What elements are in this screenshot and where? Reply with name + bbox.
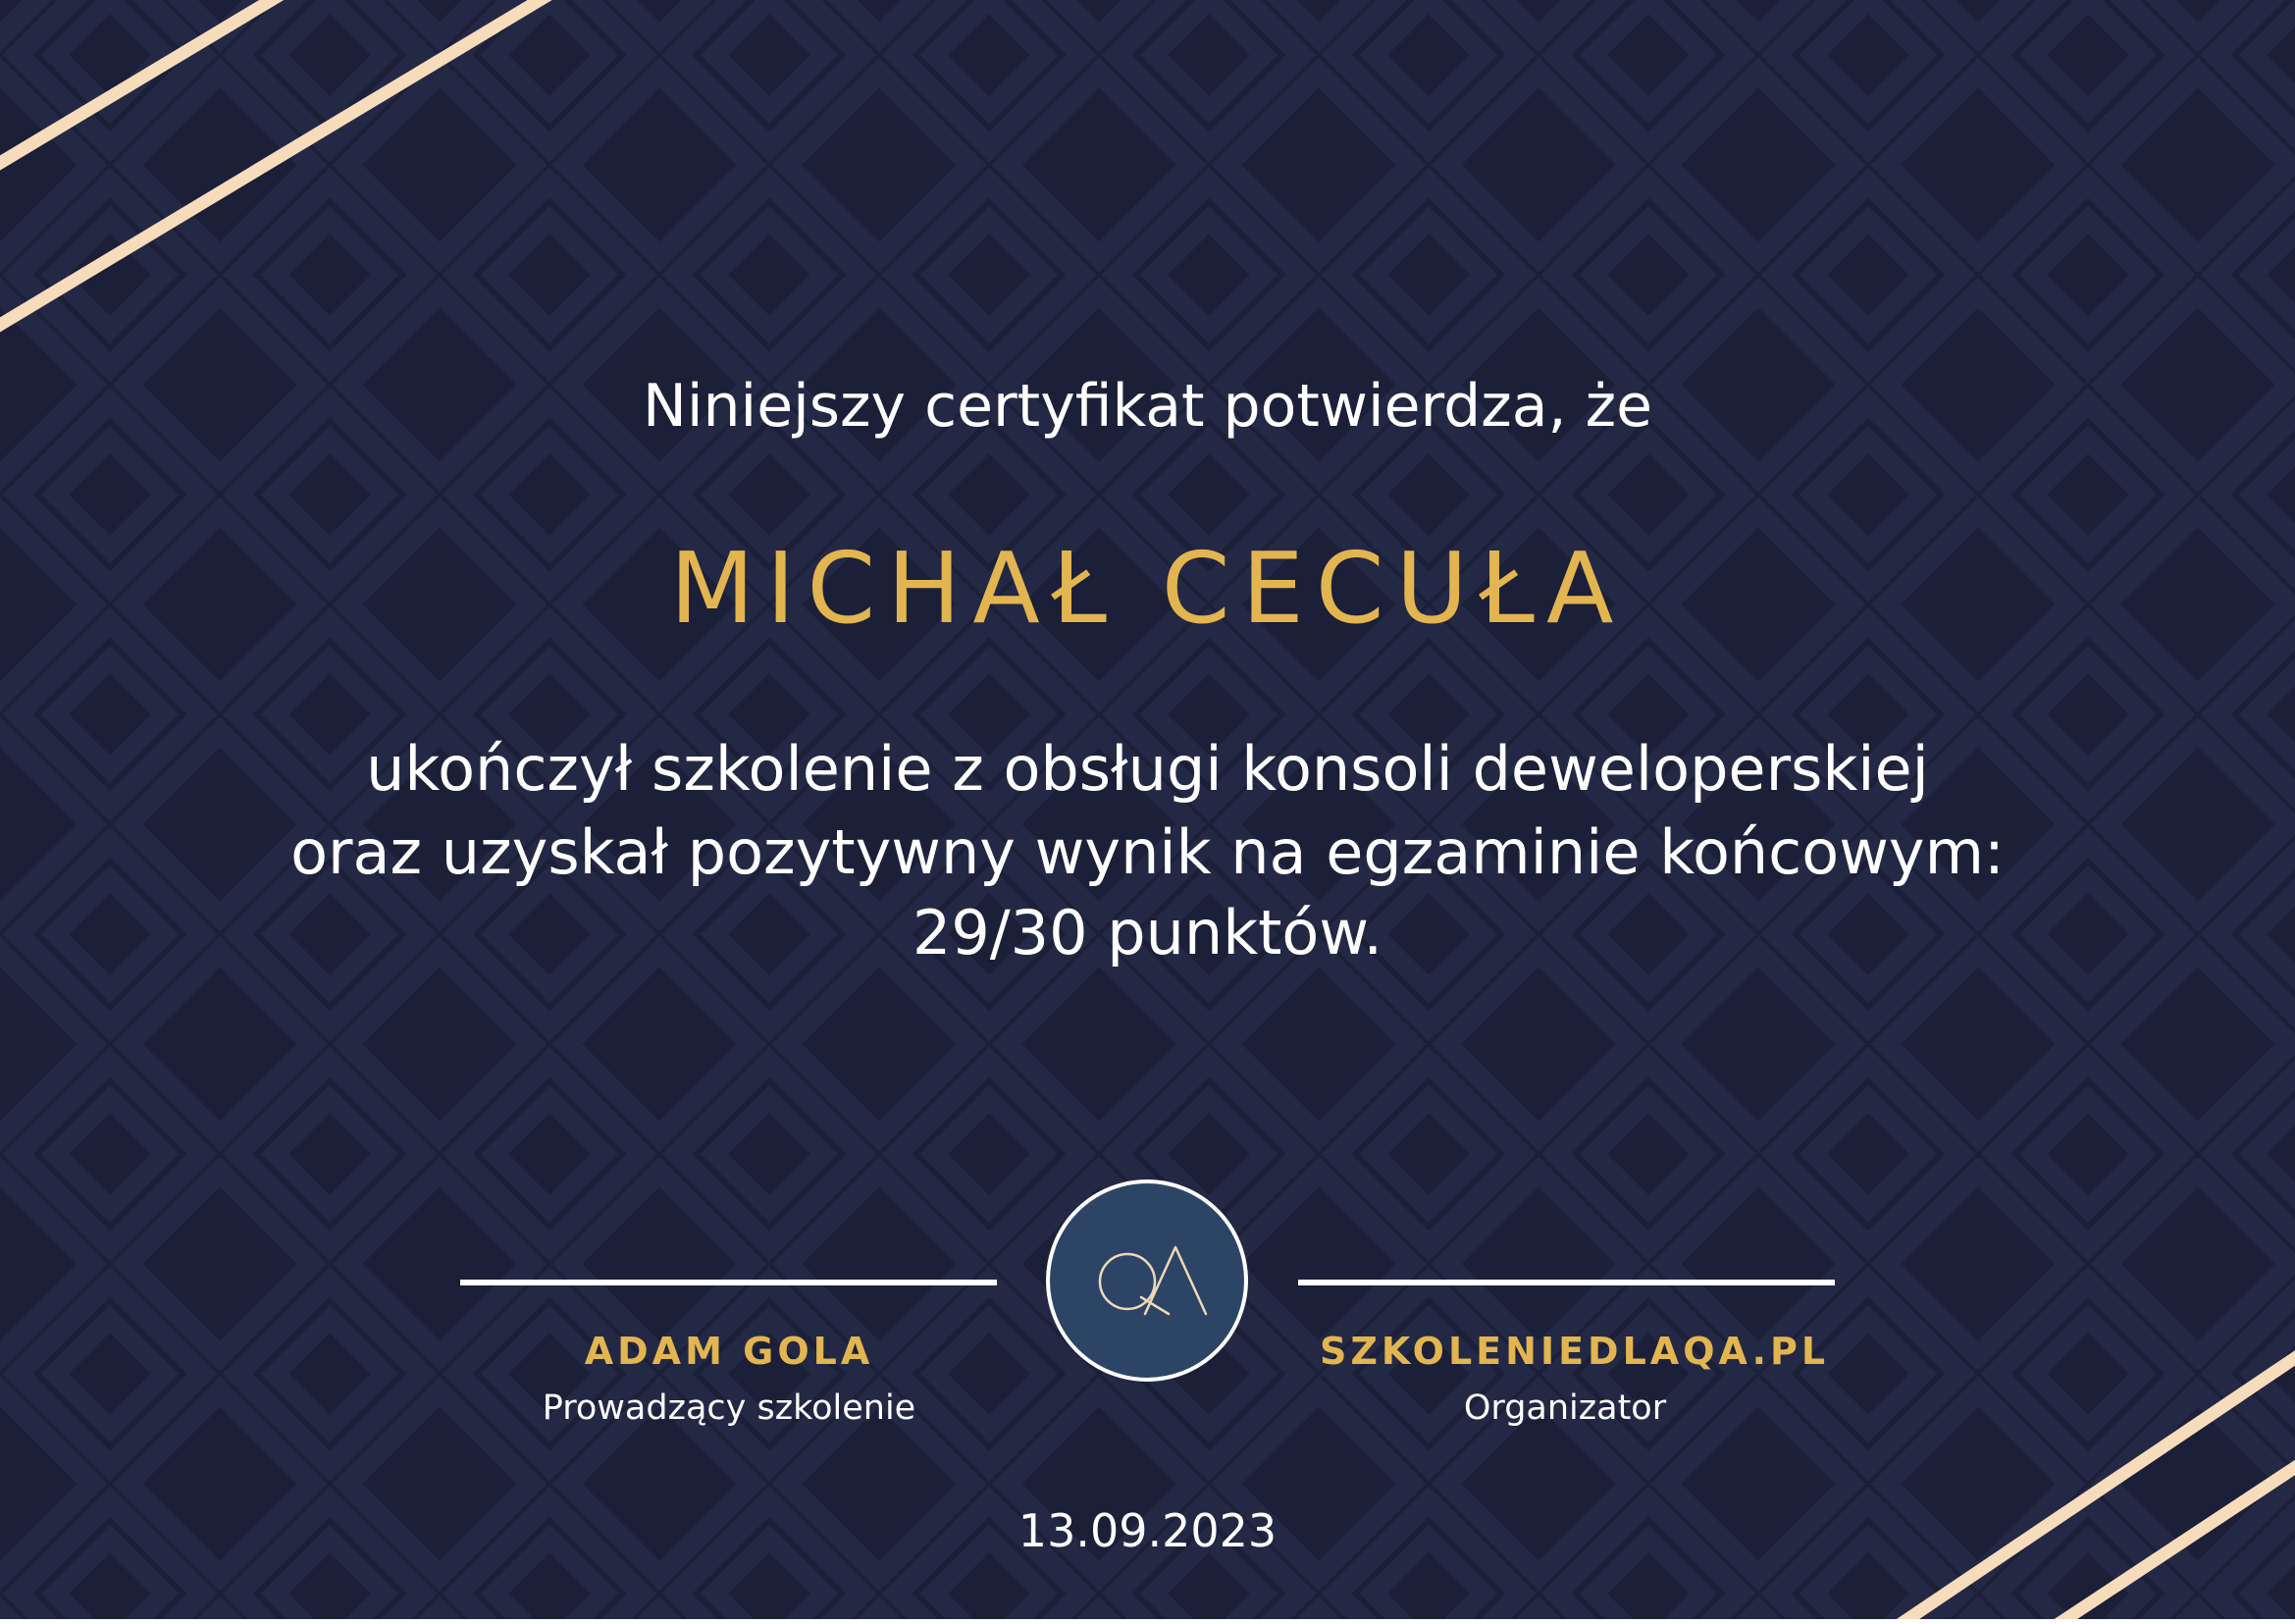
stripe-bottom-right-1 [1864,1337,2295,1619]
score-line: 29/30 punktów. [912,897,1383,969]
instructor-name: ADAM GOLA [584,1330,874,1373]
organizer-signature-line [1298,1280,1835,1285]
achievement-line-1: ukończył szkolenie z obsługi konsoli deweloperskiej [366,733,1929,805]
instructor-role: Prowadzący szkolenie [542,1388,916,1428]
instructor-block [533,1325,925,1433]
emblem-circle [1048,1181,1246,1380]
organizer-role: Organizator [1463,1388,1667,1428]
organizer-block [1320,1325,1830,1433]
instructor-signature-line [460,1280,997,1285]
stripe-top-left-2 [0,0,589,348]
organizer-name: SZKOLENIEDLAQA.PL [1320,1330,1830,1373]
qa-logo-emblem [1045,1179,1249,1383]
intro-text: Niniejszy certyfikat potwierdza, że [642,372,1653,441]
achievement-line-2: oraz uzyskał pozytywny wynik na egzaminie końcowym: [290,816,2005,888]
issue-date: 13.09.2023 [1017,1504,1278,1557]
recipient-name: MICHAŁ CECUŁA [669,531,1626,646]
stripe-top-left-1 [0,0,304,186]
